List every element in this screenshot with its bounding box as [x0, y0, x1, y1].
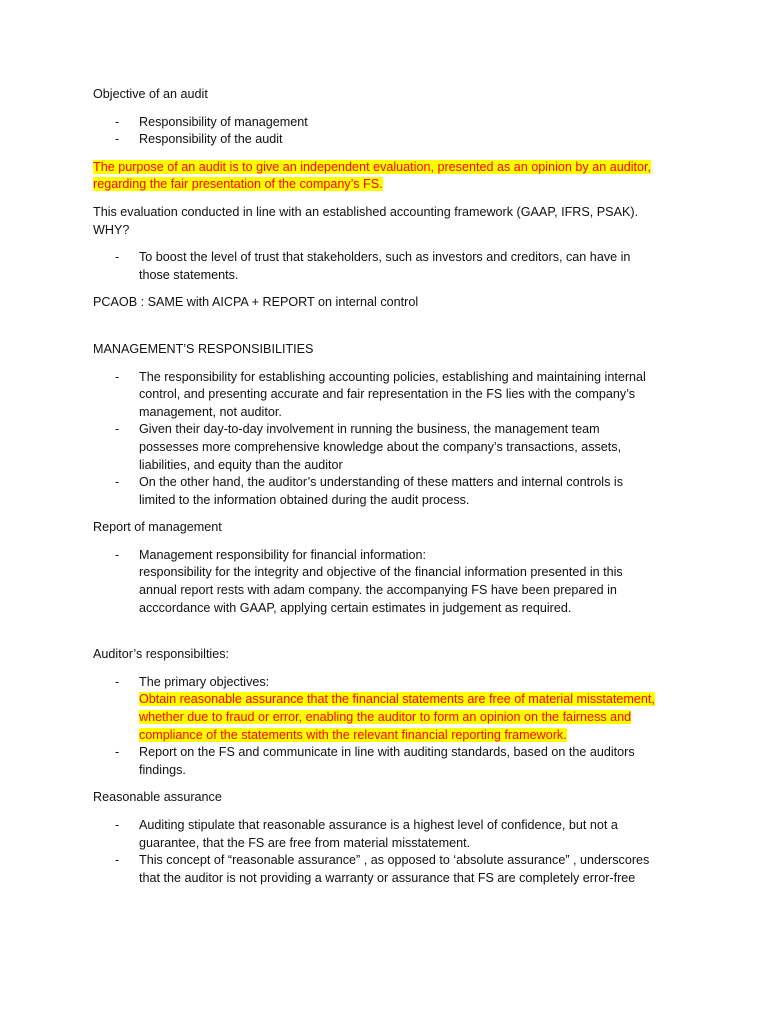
dash-bullet: - — [115, 547, 120, 562]
list-item — [93, 674, 683, 744]
reasonable-assurance-heading: Reasonable assurance — [93, 790, 222, 805]
auditor-heading: Auditor’s responsibilties: — [93, 647, 230, 662]
text-line: On the other hand, the auditor’s understanding of these matters and internal controls is — [139, 475, 623, 490]
text-line: control, and presenting accurate and fair representation in the FS lies with the company’s — [139, 387, 636, 402]
list-item — [93, 852, 683, 887]
text-line: responsibility for the integrity and objective of the financial information presented in this — [139, 565, 623, 580]
document-body — [93, 86, 683, 897]
highlighted-text: The purpose of an audit is to give an independent evaluation, presented as an opinion by an auditor, — [93, 159, 652, 174]
purpose-paragraph — [93, 159, 683, 194]
text-line: possesses more comprehensive knowledge about the company’s transactions, assets, — [139, 439, 622, 454]
text-line: This concept of “reasonable assurance” , as opposed to ‘absolute assurance” , underscores — [139, 853, 650, 868]
text-line: management, not auditor. — [139, 404, 282, 419]
list-item — [93, 131, 683, 149]
dash-bullet: - — [115, 114, 120, 129]
dash-bullet: - — [115, 250, 120, 265]
text-line: annual report rests with adam company. the accompanying FS have been prepared in — [139, 583, 617, 598]
list-item — [93, 369, 683, 422]
auditor-list — [93, 674, 683, 780]
dash-bullet: - — [115, 422, 120, 437]
why-list — [93, 249, 683, 284]
text-line: Auditing stipulate that reasonable assurance is a highest level of confidence, but not a — [139, 818, 618, 832]
objective-heading: Objective of an audit — [93, 87, 208, 101]
text-line: Report on the FS and communicate in line with auditing standards, based on the auditors — [139, 745, 635, 760]
dash-bullet: - — [115, 475, 120, 490]
highlighted-text: compliance of the statements with the relevant financial reporting framework. — [139, 727, 567, 742]
dash-bullet: - — [115, 369, 120, 384]
pcaob-paragraph: PCAOB : SAME with AICPA + REPORT on internal control — [93, 295, 419, 310]
report-list — [93, 547, 683, 617]
text-line: those statements. — [139, 267, 239, 282]
text-line: Given their day-to-day involvement in running the business, the management team — [139, 422, 600, 437]
highlighted-text: whether due to fraud or error, enabling the auditor to form an opinion on the fairness and — [139, 710, 632, 725]
text-line: that the auditor is not providing a warranty or assurance that FS are completely error-free — [139, 870, 636, 885]
dash-bullet: - — [115, 674, 120, 689]
list-item — [93, 547, 683, 617]
text-line: limited to the information obtained during the audit process. — [139, 492, 470, 507]
text-line: acccordance with GAAP, applying certain estimates in judgement as required. — [139, 600, 572, 615]
text-line: The responsibility for establishing accounting policies, establishing and maintaining internal — [139, 369, 646, 384]
dash-bullet: - — [115, 853, 120, 868]
highlighted-text: Obtain reasonable assurance that the financial statements are free of material misstatement, — [139, 692, 655, 707]
list-item — [93, 817, 683, 852]
objective-list — [93, 114, 683, 149]
management-heading: MANAGEMENT’S RESPONSIBILITIES — [93, 341, 314, 356]
list-item — [93, 744, 683, 779]
management-list — [93, 369, 683, 510]
list-item — [93, 421, 683, 474]
text-line: Management responsibility for financial information: — [139, 547, 426, 562]
text-line: WHY? — [93, 222, 130, 237]
list-item — [93, 249, 683, 284]
text-line: liabilities, and equity than the auditor — [139, 457, 343, 472]
text-line: This evaluation conducted in line with an established accounting framework (GAAP, IFRS, PSAK). — [93, 204, 639, 219]
dash-bullet: - — [115, 818, 120, 832]
highlighted-text: regarding the fair presentation of the company’s FS. — [93, 177, 383, 192]
framework-paragraph — [93, 204, 683, 239]
text-line: findings. — [139, 762, 186, 777]
list-item — [93, 474, 683, 509]
text-line: To boost the level of trust that stakeholders, such as investors and creditors, can have in — [139, 250, 631, 265]
objective-item-2: Responsibility of the audit — [139, 132, 283, 147]
reasonable-assurance-list — [93, 817, 683, 887]
objective-item-1: Responsibility of management — [139, 114, 308, 129]
report-heading: Report of management — [93, 520, 222, 535]
dash-bullet: - — [115, 745, 120, 760]
dash-bullet: - — [115, 132, 120, 147]
list-item — [93, 114, 683, 132]
text-line: guarantee, that the FS are free from material misstatement. — [139, 835, 471, 850]
text-line: The primary objectives: — [139, 674, 270, 689]
